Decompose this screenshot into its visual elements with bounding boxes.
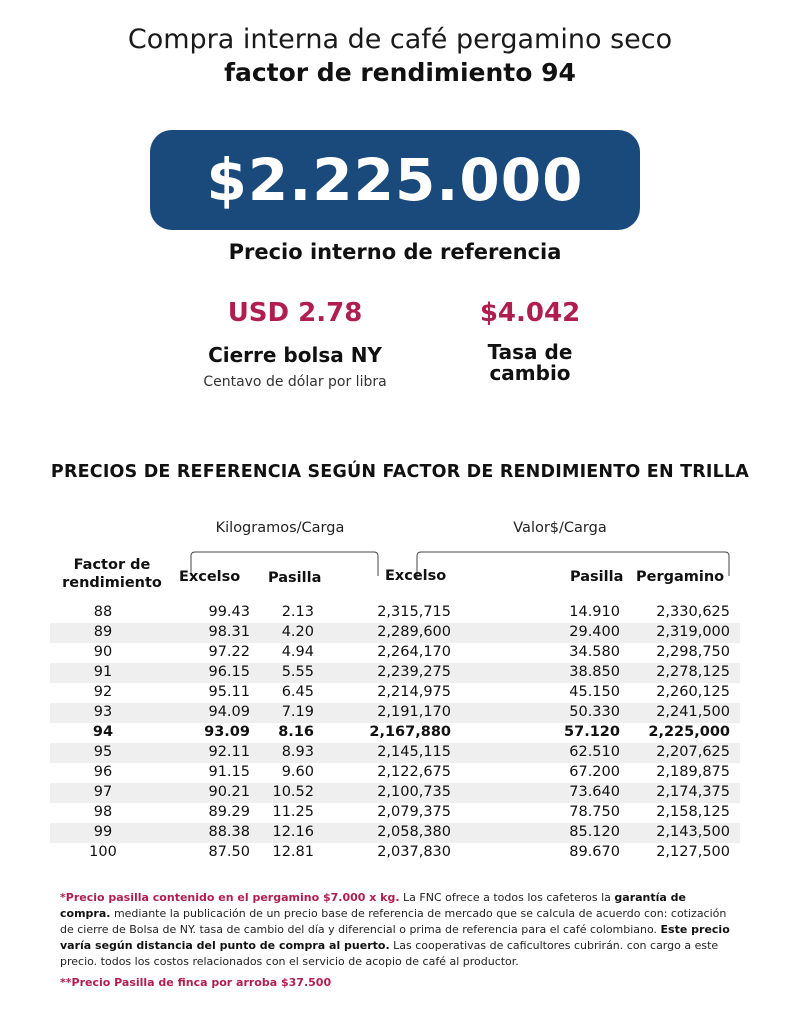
cell-excelso-kg: 95.11 (208, 684, 250, 700)
cell-pasilla-valor: 62.510 (569, 744, 620, 760)
cell-excelso-kg: 92.11 (208, 744, 250, 760)
table-row (50, 783, 740, 803)
cell-pasilla-valor: 29.400 (569, 624, 620, 640)
footnote-pasilla-price: *Precio pasilla contenido en el pergamino $7.000 x kg. (60, 891, 400, 904)
footnote-text-c: Las cooperativas de caficultores cubrirán. con cargo a este precio. todos los costos relacionados con el servicio de acopio de café al productor. (60, 939, 719, 968)
cell-excelso-valor: 2,264,170 (377, 644, 451, 660)
cell-pasilla-kg: 5.55 (281, 664, 314, 680)
cell-pasilla-valor: 38.850 (569, 664, 620, 680)
tasa-label-line2: cambio (489, 361, 571, 385)
table-row (50, 623, 740, 643)
price-value: $2.225.000 (206, 146, 584, 214)
cell-excelso-valor: 2,079,375 (377, 804, 451, 820)
tasa-value: $4.042 (479, 298, 581, 328)
cell-excelso-valor: 2,315,715 (377, 604, 451, 620)
footnote-text-a: La FNC ofrece a todos los cafeteros la (399, 891, 615, 904)
cell-pergamino: 2,225,000 (648, 724, 730, 740)
cell-pasilla-kg: 8.93 (281, 744, 314, 760)
tasa-label (455, 342, 605, 384)
cell-factor: 97 (93, 784, 113, 800)
cell-excelso-valor: 2,122,675 (377, 764, 451, 780)
cell-pergamino: 2,298,750 (656, 644, 730, 660)
cell-factor: 92 (93, 684, 113, 700)
header-excelso-valor: Excelso (385, 568, 447, 584)
header-factor (52, 556, 172, 592)
footnote (60, 890, 740, 970)
cell-pasilla-valor: 50.330 (569, 704, 620, 720)
cell-pasilla-kg: 7.19 (281, 704, 314, 720)
cell-pergamino: 2,127,500 (656, 844, 730, 860)
cell-pergamino: 2,207,625 (656, 744, 730, 760)
bolsa-label: Cierre bolsa NY (208, 343, 382, 367)
cell-pasilla-valor: 85.120 (569, 824, 620, 840)
table-row (50, 723, 740, 743)
bolsa-value: USD 2.78 (227, 298, 363, 328)
group-kilogramos-label: Kilogramos/Carga (215, 520, 345, 536)
cell-factor: 98 (93, 804, 113, 820)
cell-factor: 88 (93, 604, 113, 620)
cell-pasilla-kg: 2.13 (281, 604, 314, 620)
cell-pasilla-kg: 4.94 (281, 644, 314, 660)
cell-pasilla-kg: 6.45 (281, 684, 314, 700)
cell-excelso-valor: 2,037,830 (377, 844, 451, 860)
cell-excelso-kg: 89.29 (208, 804, 250, 820)
tasa-label-line1: Tasa de (487, 340, 573, 364)
price-table (50, 603, 740, 863)
cell-excelso-valor: 2,100,735 (377, 784, 451, 800)
cell-excelso-kg: 91.15 (208, 764, 250, 780)
cell-pasilla-valor: 73.640 (569, 784, 620, 800)
cell-excelso-kg: 96.15 (208, 664, 250, 680)
table-row (50, 643, 740, 663)
cell-pergamino: 2,143,500 (656, 824, 730, 840)
cell-excelso-valor: 2,191,170 (377, 704, 451, 720)
price-label: Precio interno de referencia (228, 240, 562, 264)
table-row (50, 763, 740, 783)
cell-factor: 91 (93, 664, 113, 680)
cell-pergamino: 2,260,125 (656, 684, 730, 700)
cell-excelso-kg: 94.09 (208, 704, 250, 720)
cell-excelso-kg: 90.21 (208, 784, 250, 800)
group-valor-label: Valor$/Carga (513, 520, 607, 536)
cell-excelso-valor: 2,167,880 (369, 724, 451, 740)
cell-pasilla-valor: 14.910 (569, 604, 620, 620)
price-box (150, 130, 640, 230)
cell-pasilla-kg: 4.20 (281, 624, 314, 640)
cell-factor: 100 (89, 844, 117, 860)
footnote-distancia: Este precio varía según distancia del punto de compra al puerto. (60, 923, 730, 952)
cell-excelso-valor: 2,214,975 (377, 684, 451, 700)
cell-excelso-kg: 93.09 (204, 724, 250, 740)
table-title: PRECIOS DE REFERENCIA SEGÚN FACTOR DE RENDIMIENTO EN TRILLA (50, 462, 750, 482)
cell-pergamino: 2,174,375 (656, 784, 730, 800)
table-row (50, 683, 740, 703)
cell-pasilla-valor: 34.580 (569, 644, 620, 660)
cell-excelso-valor: 2,239,275 (377, 664, 451, 680)
cell-excelso-kg: 87.50 (208, 844, 250, 860)
cell-factor: 90 (93, 644, 113, 660)
footnote-garantia: garantía de compra. (60, 891, 686, 920)
cell-excelso-kg: 99.43 (208, 604, 250, 620)
cell-factor: 93 (93, 704, 113, 720)
cell-excelso-valor: 2,289,600 (377, 624, 451, 640)
header-pasilla-kg: Pasilla (268, 570, 322, 586)
cell-pasilla-valor: 89.670 (569, 844, 620, 860)
cell-factor: 95 (93, 744, 113, 760)
cell-pergamino: 2,241,500 (656, 704, 730, 720)
cell-factor: 96 (93, 764, 113, 780)
cell-pasilla-kg: 11.25 (272, 804, 314, 820)
cell-excelso-kg: 88.38 (208, 824, 250, 840)
bolsa-sublabel: Centavo de dólar por libra (203, 374, 387, 390)
table-row (50, 603, 740, 623)
table-row (50, 663, 740, 683)
cell-pergamino: 2,158,125 (656, 804, 730, 820)
cell-excelso-valor: 2,145,115 (377, 744, 451, 760)
cell-factor: 89 (93, 624, 113, 640)
header-factor-line2: rendimiento (62, 575, 162, 591)
header-pasilla-valor: Pasilla (570, 569, 624, 585)
cell-factor: 99 (93, 824, 113, 840)
page-subtitle: factor de rendimiento 94 (224, 58, 576, 87)
cell-pergamino: 2,319,000 (656, 624, 730, 640)
cell-factor: 94 (92, 724, 114, 740)
cell-pasilla-valor: 45.150 (569, 684, 620, 700)
page-title: Compra interna de café pergamino seco (127, 24, 673, 55)
table-row (50, 823, 740, 843)
cell-pasilla-valor: 78.750 (569, 804, 620, 820)
table-row (50, 743, 740, 763)
cell-pergamino: 2,189,875 (656, 764, 730, 780)
cell-pasilla-valor: 67.200 (569, 764, 620, 780)
cell-excelso-kg: 98.31 (208, 624, 250, 640)
cell-pasilla-kg: 9.60 (281, 764, 314, 780)
cell-pasilla-kg: 12.16 (272, 824, 314, 840)
cell-pasilla-valor: 57.120 (564, 724, 620, 740)
header-factor-line1: Factor de (73, 557, 151, 573)
footnote-text-b: mediante la publicación de un precio base de referencia de mercado que se calcula de acuerdo con: cotización de cierre de Bolsa de NY. tasa de cambio del día y diferencial o prima de referencia para el café colombiano. (60, 907, 727, 936)
cell-excelso-valor: 2,058,380 (377, 824, 451, 840)
table-row (50, 703, 740, 723)
table-row (50, 843, 740, 863)
cell-pasilla-kg: 12.81 (272, 844, 314, 860)
footnote-pasilla-finca: **Precio Pasilla de finca por arroba $37.500 (60, 976, 332, 989)
table-row (50, 803, 740, 823)
cell-excelso-kg: 97.22 (208, 644, 250, 660)
cell-pasilla-kg: 8.16 (278, 724, 314, 740)
cell-pergamino: 2,278,125 (656, 664, 730, 680)
cell-pergamino: 2,330,625 (656, 604, 730, 620)
cell-pasilla-kg: 10.52 (272, 784, 314, 800)
header-pergamino: Pergamino (636, 569, 725, 585)
header-excelso-kg: Excelso (179, 569, 241, 585)
